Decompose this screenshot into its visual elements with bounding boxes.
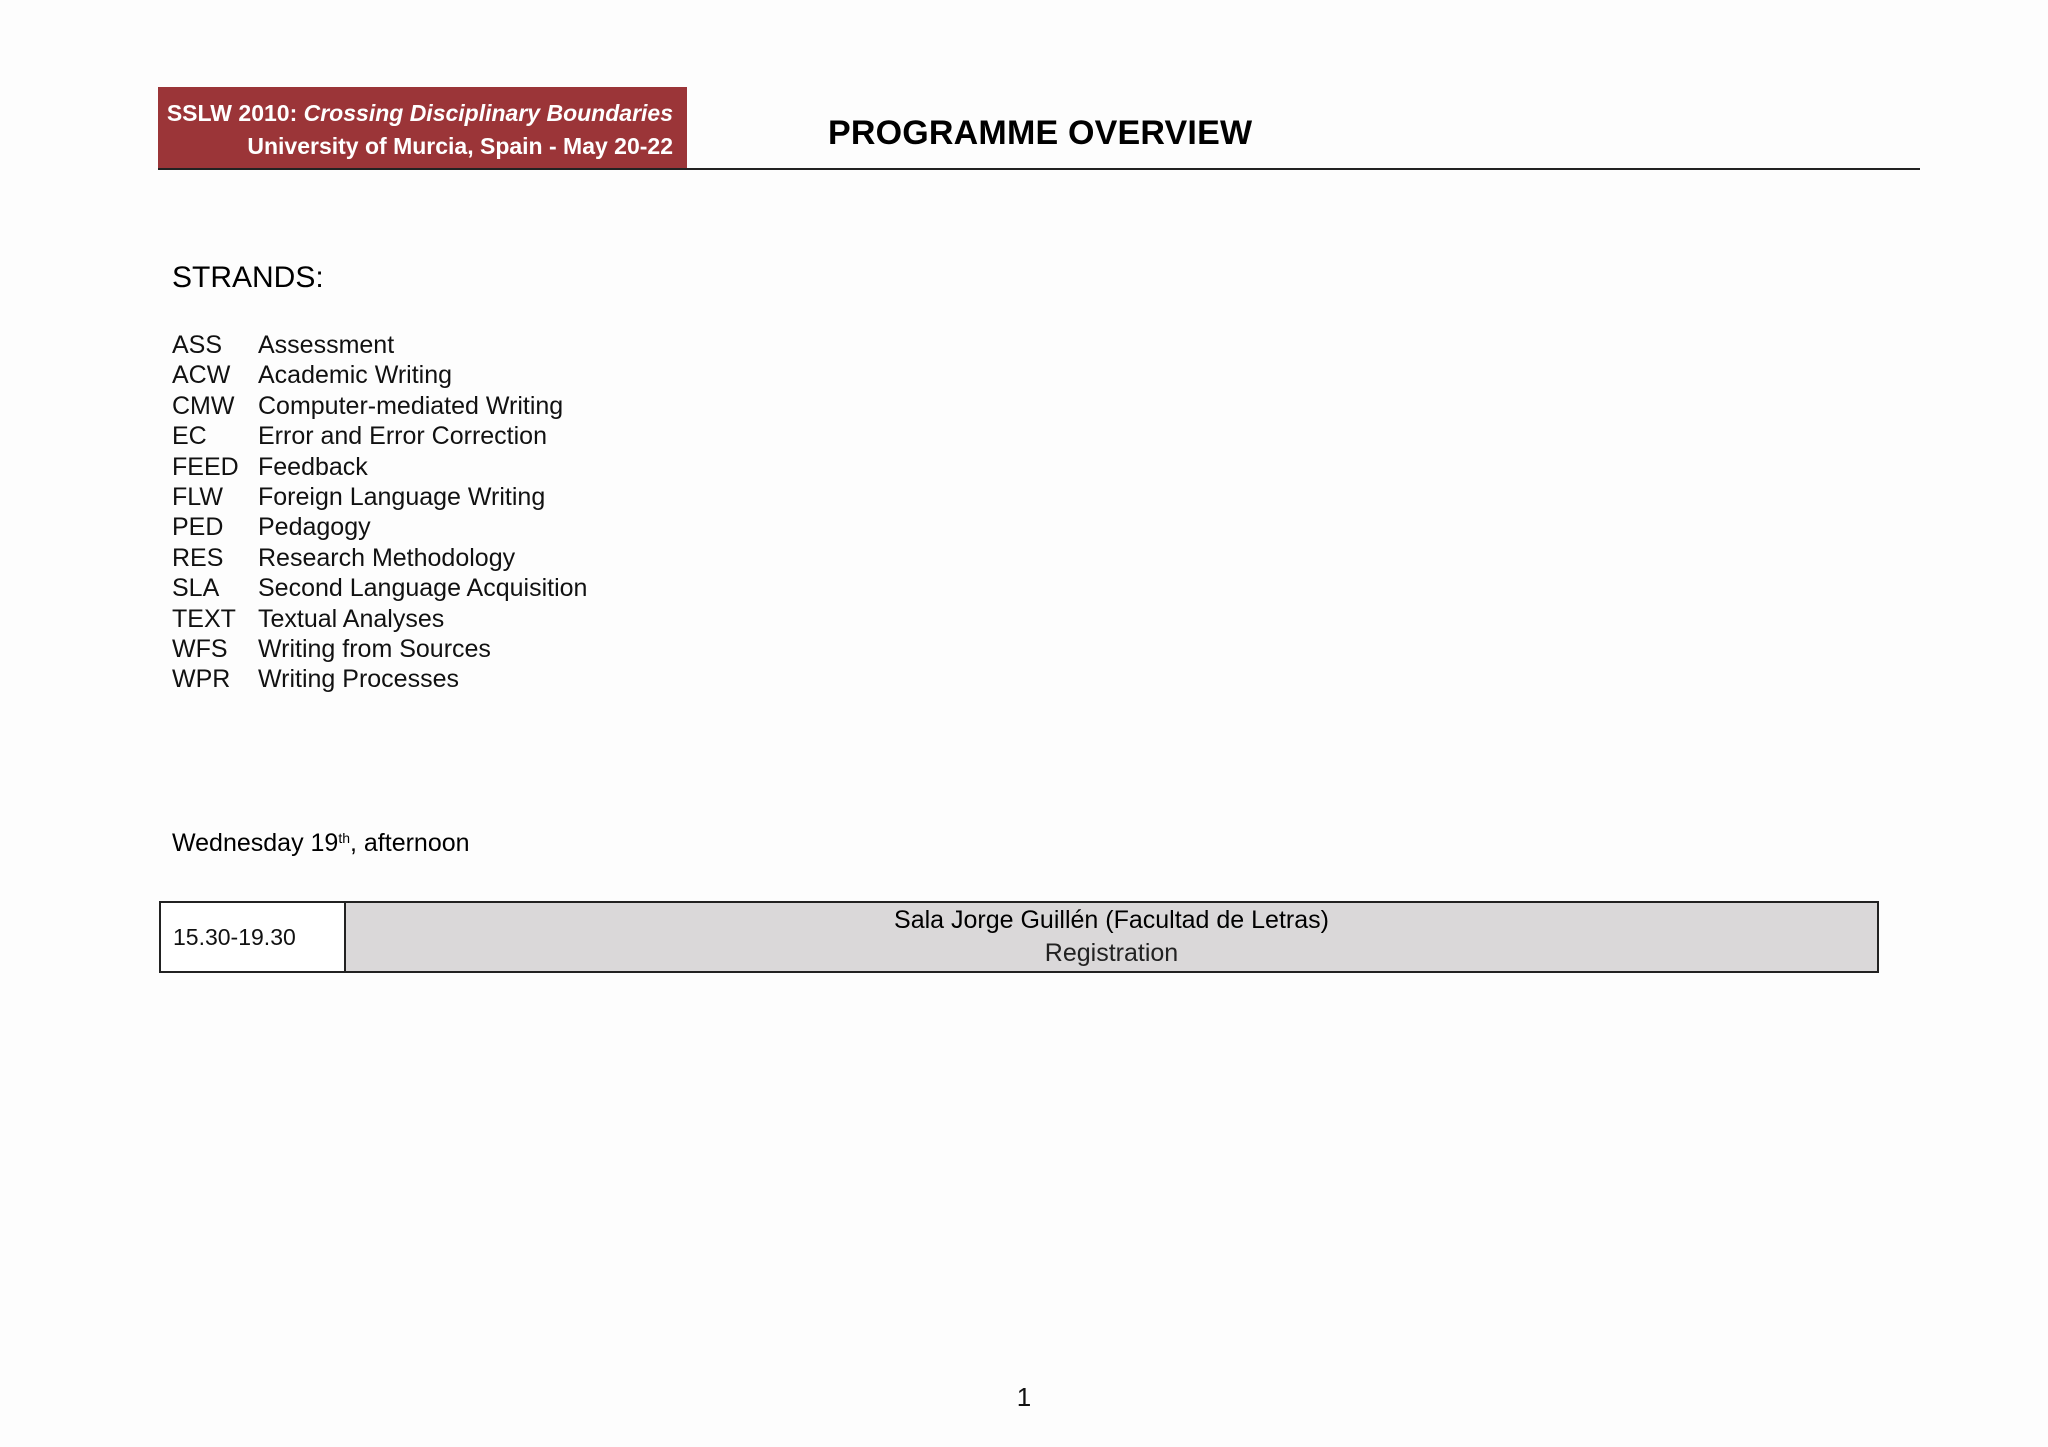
session-activity: Registration	[1044, 939, 1179, 967]
strand-code: RES	[172, 543, 224, 572]
schedule-table	[159, 901, 1879, 973]
strand-code: FLW	[172, 482, 223, 511]
strand-name: Error and Error Correction	[258, 422, 547, 451]
strand-code: EC	[172, 422, 207, 451]
day-heading-date: Wednesday 19	[172, 829, 339, 857]
strands-heading: STRANDS:	[172, 261, 324, 294]
conference-banner	[158, 87, 687, 169]
page-title: PROGRAMME OVERVIEW	[828, 114, 1253, 152]
strand-name: Computer-mediated Writing	[258, 391, 564, 420]
strand-name: Writing Processes	[258, 665, 459, 694]
strand-item	[172, 634, 587, 664]
strand-code: SLA	[172, 574, 220, 603]
day-heading-ordinal: th	[338, 830, 351, 846]
strand-item	[172, 664, 587, 694]
strand-item	[172, 543, 587, 573]
strand-code: WFS	[172, 634, 228, 663]
strand-item	[172, 360, 587, 390]
conference-theme: Crossing Disciplinary Boundaries	[303, 100, 673, 126]
strand-item	[172, 573, 587, 603]
session-venue: Sala Jorge Guillén (Facultad de Letras)	[894, 906, 1329, 934]
strand-code: PED	[172, 513, 224, 542]
strand-code: CMW	[172, 391, 235, 420]
conference-title-line	[158, 97, 673, 130]
strand-item	[172, 391, 587, 421]
conference-name: SSLW 2010:	[166, 100, 304, 126]
strand-name: Second Language Acquisition	[258, 574, 588, 603]
strand-name: Feedback	[258, 452, 368, 481]
strand-code: FEED	[172, 452, 239, 481]
strand-code: ACW	[172, 361, 231, 390]
strand-item	[172, 330, 587, 360]
schedule-time-cell: 15.30-19.30	[161, 903, 346, 971]
strand-item	[172, 452, 587, 482]
strand-code: TEXT	[172, 604, 236, 633]
page-number: 1	[1016, 1382, 1032, 1412]
strand-item	[172, 421, 587, 451]
conference-location-line: University of Murcia, Spain - May 20-22	[247, 133, 673, 159]
strand-item	[172, 512, 587, 542]
strand-name: Foreign Language Writing	[258, 482, 546, 511]
day-heading	[172, 829, 470, 858]
strand-item	[172, 604, 587, 634]
strand-name: Research Methodology	[258, 543, 516, 572]
strand-name: Pedagogy	[258, 513, 371, 542]
header-divider	[158, 168, 1920, 170]
strand-item	[172, 482, 587, 512]
strands-list	[172, 330, 587, 695]
strand-name: Textual Analyses	[258, 604, 445, 633]
strand-name: Assessment	[258, 331, 395, 359]
day-heading-period: , afternoon	[350, 829, 470, 857]
strand-code: ASS	[172, 331, 223, 359]
schedule-session-cell	[346, 903, 1877, 971]
strand-name: Academic Writing	[258, 361, 453, 390]
strand-code: WPR	[172, 665, 231, 694]
strand-name: Writing from Sources	[258, 634, 491, 663]
